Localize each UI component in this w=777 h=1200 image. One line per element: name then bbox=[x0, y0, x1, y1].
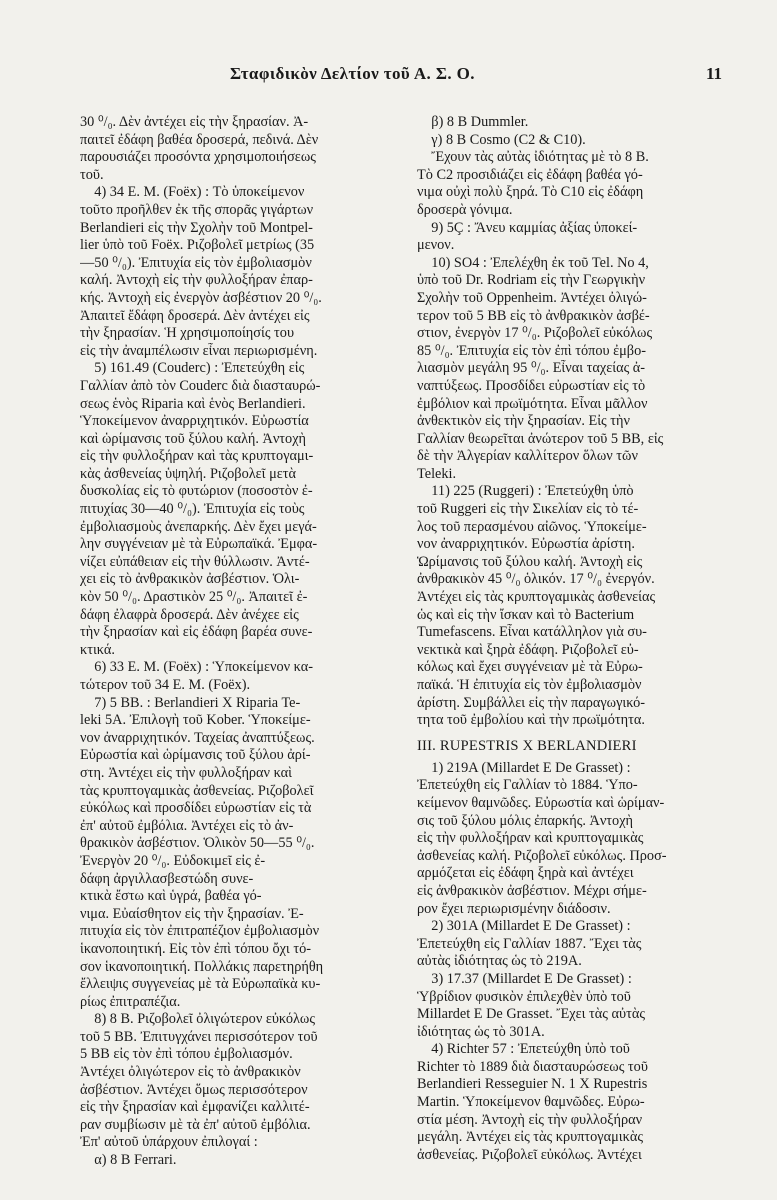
text-line: θρακικὸν ἀσβέστιον. Ὁλικὸν 50—55 ⁰/₀. bbox=[80, 835, 315, 852]
text-line: Ἀντέχει ὀλιγώτερον εἰς τὸ ἀνθρακικὸν bbox=[80, 1064, 301, 1081]
text-line: κὸν 50 ⁰/₀. Δραστικὸν 25 ⁰/₀. Ἀπαιτεῖ ἐ- bbox=[80, 589, 308, 606]
text-line: στία μέση. Ἀντοχὴ εἰς τὴν φυλλοξήραν bbox=[417, 1111, 643, 1128]
text-line: Teleki. bbox=[417, 465, 457, 482]
text-line: τητα τοῦ ἐμβολίου καὶ τὴν πρωϊμότητα. bbox=[417, 712, 645, 729]
text-line: τὰς κρυπτογαμικὰς ἀσθενείας. Ριζοβολεῖ bbox=[80, 782, 314, 799]
text-line: ὑπὸ τοῦ Dr. Rodriam εἰς τὴν Γεωργικὴν bbox=[417, 272, 646, 289]
text-line: ἀρίστη. Συμβάλλει εἰς τὴν παραγωγικό- bbox=[417, 694, 646, 711]
text-line: τώτερον τοῦ 34 E. M. (Foëx). bbox=[80, 677, 251, 693]
text-line: τερον τοῦ 5 BB εἰς τὸ ἀνθρακικὸν ἀσβέ- bbox=[417, 307, 650, 324]
text-line: τὴν ξηρασίαν. Ἡ χρησιμοποίησίς του bbox=[80, 325, 295, 342]
text-line: νον ἀναρριχητικόν. Ταχείας ἀναπτύξεως. bbox=[80, 729, 315, 746]
right-column bbox=[417, 114, 735, 1164]
text-line: τὴν ξηρασίαν καὶ εἰς ἐδάφη βαρέα συνε- bbox=[80, 624, 313, 641]
text-line: σεως ἑνὸς Riparia καὶ ἑνὸς Berlandieri. bbox=[80, 395, 306, 412]
text-line: Richter τὸ 1889 διὰ διασταυρώσεως τοῦ bbox=[417, 1058, 648, 1075]
text-line: εἰς τὴν φυλλοξήραν καὶ τὰς κρυπτογαμι- bbox=[80, 448, 314, 465]
text-line: 7) 5 BB. : Berlandieri X Riparia Te- bbox=[80, 694, 301, 711]
text-line: λος τοῦ περασμένου αἰῶνος. Ὑποκείμε- bbox=[417, 518, 647, 535]
text-line: νιμα. Εὐαίσθητον εἰς τὴν ξηρασίαν. Ἐ- bbox=[80, 905, 304, 922]
text-line: leki 5A. Ἐπιλογὴ τοῦ Kober. Ὑποκείμε- bbox=[80, 712, 311, 729]
text-line: 5) 161.49 (Couderc) : Ἐπετεύχθη εἰς bbox=[80, 360, 305, 377]
text-line: lier ὑπὸ τοῦ Foëx. Ριζοβολεῖ μετρίως (35 bbox=[80, 237, 315, 254]
text-line: τοῦτο προῆλθεν ἐκ τῆς σπορᾶς γιγάρτων bbox=[80, 201, 314, 218]
text-line: εὐκόλως καὶ προσδίδει εὐρωστίαν εἰς τὰ bbox=[80, 800, 312, 817]
left-column bbox=[80, 114, 388, 1170]
text-line: ἀνθεκτικὸν εἰς τὴν ξηρασίαν. Εἰς τὴν bbox=[417, 413, 630, 430]
running-header bbox=[0, 64, 777, 90]
text-line: πιτυχίας 30—40 ⁰/₀). Ἐπιτυχία εἰς τοὺς bbox=[80, 501, 305, 518]
text-line: ἐπ' αὐτοῦ ἐμβόλια. Ἀντέχει εἰς τὸ ἀν- bbox=[80, 817, 294, 834]
text-line: ἰδιότητας ὡς τὸ 301A. bbox=[417, 1023, 545, 1040]
text-line: ἐμβόλιον καὶ πρωϊμότητα. Εἶναι μᾶλλον bbox=[417, 395, 648, 412]
text-line: χει εἰς τὸ ἀνθρακικὸν ἀσβέστιον. Ὁλι- bbox=[80, 571, 300, 588]
text-line: μεγάλη. Ἀντέχει εἰς τὰς κρυπτογαμικὰς bbox=[417, 1129, 643, 1146]
right-column-bottom-text bbox=[417, 760, 735, 1165]
text-line: ἀσβέστιον. Ἀντέχει ὅμως περισσότερον bbox=[80, 1081, 308, 1098]
text-line: Ἐπ' αὐτοῦ ὑπάρχουν ἐπιλογαί : bbox=[80, 1134, 258, 1151]
right-column-top-text bbox=[417, 114, 735, 730]
text-line: Τὸ C2 προσιδιάζει εἰς ἐδάφη βαθέα γό- bbox=[417, 166, 643, 183]
text-line: στιον, ἐνεργὸν 17 ⁰/₀. Ριζοβολεῖ εὐκόλως bbox=[417, 325, 653, 342]
section-heading: III. RUPESTRIS X BERLANDIERI bbox=[417, 737, 637, 754]
text-line: Berlandieri εἰς τὴν Σχολὴν τοῦ Montpel- bbox=[80, 219, 313, 236]
text-line: Σχολὴν τοῦ Oppenheim. Ἀντέχει ὀλιγώ- bbox=[417, 289, 647, 306]
text-line: 6) 33 E. M. (Foëx) : Ὑποκείμενον κα- bbox=[80, 659, 313, 676]
text-line: Tumefascens. Εἶναι κατάλληλον γιὰ συ- bbox=[417, 624, 647, 641]
text-line: κής. Ἀντοχὴ εἰς ἐνεργὸν ἀσβέστιον 20 ⁰/₀. bbox=[80, 289, 322, 306]
text-line: 9) 5Ç : Ἄνευ καμμίας ἀξίας ὑποκεί- bbox=[417, 219, 638, 236]
text-line: 1) 219A (Millardet E De Grasset) : bbox=[417, 759, 631, 776]
text-line: 5 BB εἰς τὸν ἐπὶ τόπου ἐμβολιασμόν. bbox=[80, 1046, 293, 1063]
text-line: δυσκολίας εἰς τὸ φυτώριον (ποσοστὸν ἐ- bbox=[80, 483, 313, 500]
text-line: γ) 8 B Cosmo (C2 & C10). bbox=[417, 131, 586, 148]
text-line: 2) 301A (Millardet E De Grasset) : bbox=[417, 918, 631, 935]
text-line: ἐμβολιασμοὺς ἀνεπαρκής. Δὲν ἔχει μεγά- bbox=[80, 518, 317, 535]
text-line: κόλως καὶ ἔχει συγγένειαν μὲ τὰ Εὐρω- bbox=[417, 659, 643, 676]
text-line: αὐτὰς ἰδιότητας ὡς τὸ 219A. bbox=[417, 953, 582, 970]
text-line: ναπτύξεως. Προσδίδει εὐρωστίαν εἰς τὸ bbox=[417, 377, 646, 394]
text-line: Ἔχουν τὰς αὐτὰς ἰδιότητας μὲ τὸ 8 B. bbox=[417, 149, 649, 166]
text-line: νίζει εὐπάθειαν εἰς τὴν θύλλωσιν. Ἀντέ- bbox=[80, 553, 310, 570]
text-line: Ἐπετεύχθη εἰς Γαλλίαν τὸ 1884. Ὑπο- bbox=[417, 777, 638, 794]
text-line: β) 8 B Dummler. bbox=[417, 114, 529, 130]
text-line: καλή. Ἀντοχὴ εἰς τὴν φυλλοξήραν ἐπαρ- bbox=[80, 272, 313, 289]
text-line: ἀσθενείας. Ριζοβολεῖ εὐκόλως. Ἀντέχει bbox=[417, 1146, 642, 1163]
text-line: ἔλλειψις συγγενείας μὲ τὰ Εὐρωπαϊκὰ κυ- bbox=[80, 976, 321, 993]
text-line: κτικά. bbox=[80, 641, 115, 658]
text-line: λιασμὸν μεγάλη 95 ⁰/₀. Εἶναι ταχείας ἀ- bbox=[417, 360, 646, 377]
page-number: 11 bbox=[706, 64, 723, 83]
text-line: σον ἱκανοποιητική. Πολλάκις παρετηρήθη bbox=[80, 958, 324, 975]
text-line: Martin. Ὑποκείμενον θαμνῶδες. Εὐρω- bbox=[417, 1094, 645, 1111]
text-line: α) 8 B Ferrari. bbox=[80, 1152, 177, 1169]
text-line: λην συγγένειαν μὲ τὰ Εὐρωπαϊκά. Ἐμφα- bbox=[80, 536, 318, 553]
text-line: μενον. bbox=[417, 237, 455, 254]
text-line: καὶ ὡρίμανσις τοῦ ξύλου καλή. Ἀντοχὴ bbox=[80, 430, 307, 447]
text-line: ἀσθενείας καλή. Ριζοβολεῖ εὐκόλως. Προσ- bbox=[417, 847, 667, 864]
text-line: νιμα οὐχὶ πολὺ ξηρά. Τὸ C10 εἰς ἐδάφη bbox=[417, 184, 644, 201]
text-line: κτικὰ ἔστω καὶ ὑγρά, βαθέα γό- bbox=[80, 888, 262, 905]
text-line: ἱκανοποιητική. Εἰς τὸν ἐπὶ τόπου ὄχι τό- bbox=[80, 940, 312, 957]
text-line: Ὑβρίδιον φυσικὸν ἐπιλεχθὲν ὑπὸ τοῦ bbox=[417, 988, 631, 1005]
text-line: Ἀπαιτεῖ ἔδάφη δροσερά. Δὲν ἀντέχει εἰς bbox=[80, 307, 310, 324]
text-line: ρον ἔχει περιωρισμένην διάδοσιν. bbox=[417, 900, 611, 917]
text-line: εἰς ἀνθρακικὸν ἀσβέστιον. Μέχρι σήμε- bbox=[417, 882, 647, 899]
text-line: Ὑποκείμενον ἀναρριχητικόν. Εὐρωστία bbox=[80, 413, 309, 430]
text-line: —50 ⁰/₀). Ἐπιτυχία εἰς τὸν ἐμβολιασμὸν bbox=[80, 254, 312, 271]
text-line: εἰς τὴν ἀναμπέλωσιν εἶναι περιωρισμένη. bbox=[80, 342, 318, 359]
text-line: Millardet E De Grasset. Ἔχει τὰς αὐτὰς bbox=[417, 1006, 645, 1023]
text-line: 85 ⁰/₀. Ἐπιτυχία εἰς τὸν ἐπὶ τόπου ἐμβο- bbox=[417, 342, 646, 359]
text-line: εἰς τὴν φυλλοξήραν καὶ κρυπτογαμικὰς bbox=[417, 830, 644, 847]
text-line: νεκτικὰ καὶ ξηρὰ ἐδάφη. Ριζοβολεῖ εὐ- bbox=[417, 641, 639, 658]
text-line: 4) Richter 57 : Ἐπετεύχθη ὑπὸ τοῦ bbox=[417, 1041, 630, 1058]
text-line: ρίως ἐπιτραπέζια. bbox=[80, 993, 181, 1010]
text-line: Ἐνεργὸν 20 ⁰/₀. Εὐδοκιμεῖ εἰς ἐ- bbox=[80, 852, 266, 869]
text-line: παϊκά. Ἡ ἐπιτυχία εἰς τὸν ἐμβολιασμὸν bbox=[417, 677, 642, 693]
text-line: κείμενον θαμνῶδες. Εὐρωστία καὶ ὡρίμαν- bbox=[417, 794, 665, 811]
text-line: 11) 225 (Ruggeri) : Ἐπετεύχθη ὑπὸ bbox=[417, 483, 634, 500]
text-line: τοῦ. bbox=[80, 166, 104, 183]
text-line: κὰς ἀσθενείας ὑψηλή. Ριζοβολεῖ μετὰ bbox=[80, 465, 296, 482]
text-line: δάφη ἀργιλλασβεστώδη συνε- bbox=[80, 870, 254, 887]
text-line: 8) 8 B. Ριζοβολεῖ ὀλιγώτερον εὐκόλως bbox=[80, 1011, 315, 1028]
text-line: δάφη ἐλαφρὰ δροσερά. Δὲν ἀνέχεε εἰς bbox=[80, 606, 299, 623]
journal-title: Σταφιδικὸν Δελτίον τοῦ Α. Σ. Ο. bbox=[230, 64, 475, 83]
text-line: στη. Ἀντέχει εἰς τὴν φυλλοξήραν καὶ bbox=[80, 764, 293, 781]
text-line: αρμόζεται εἰς ἐδάφη ξηρὰ καὶ ἀντέχει bbox=[417, 865, 634, 882]
text-line: Berlandieri Resseguier N. 1 X Rupestris bbox=[417, 1076, 648, 1093]
text-line: 30 ⁰/₀. Δὲν ἀντέχει εἰς τὴν ξηρασίαν. Ἀ- bbox=[80, 114, 309, 130]
text-line: δὲ τὴν Ἀλγερίαν καλλίτερον ὅλων τῶν bbox=[417, 448, 638, 465]
text-line: Ὡρίμανσις τοῦ ξύλου καλή. Ἀντοχὴ εἰς bbox=[417, 553, 643, 570]
text-line: ραν συμβίωσιν μὲ τὰ ἐπ' αὐτοῦ ἐμβόλια. bbox=[80, 1116, 311, 1133]
text-line: σις τοῦ ξύλου μόλις ἐπαρκής. Ἀντοχὴ bbox=[417, 812, 634, 829]
text-line: Γαλλίαν θεωρεῖται ἀνώτερον τοῦ 5 BB, εἰς bbox=[417, 430, 664, 447]
text-line: Ἀντέχει εἰς τὰς κρυπτογαμικὰς ἀσθενείας bbox=[417, 589, 656, 606]
text-line: νον ἀναρριχητικόν. Εὐρωστία ἀρίστη. bbox=[417, 536, 635, 553]
text-line: πιτυχία εἰς τὸν ἐπιτραπέζιον ἐμβολιασμὸν bbox=[80, 923, 320, 940]
text-line: ὡς καὶ εἰς τὴν ἴσκαν καὶ τὸ Bacterium bbox=[417, 606, 635, 623]
text-line: δροσερὰ γόνιμα. bbox=[417, 201, 513, 218]
text-line: τοῦ 5 BB. Ἐπιτυγχάνει περισσότερον τοῦ bbox=[80, 1028, 318, 1045]
text-line: 10) SO4 : Ἐπελέχθη ἐκ τοῦ Tel. No 4, bbox=[417, 254, 649, 271]
text-line: 4) 34 E. M. (Foëx) : Τὸ ὑποκείμενον bbox=[80, 184, 305, 201]
text-line: 3) 17.37 (Millardet E De Grasset) : bbox=[417, 970, 632, 987]
text-line: παιτεῖ ἐδάφη βαθέα δροσερά, πεδινά. Δὲν bbox=[80, 131, 319, 148]
text-line: ἀνθρακικὸν 45 ⁰/₀ ὁλικόν. 17 ⁰/₀ ἐνεργόν. bbox=[417, 571, 655, 588]
text-line: Εὐρωστία καὶ ὡρίμανσις τοῦ ξύλου ἀρί- bbox=[80, 747, 311, 764]
text-line: Ἐπετεύχθη εἰς Γαλλίαν 1887. Ἔχει τὰς bbox=[417, 935, 642, 952]
text-line: εἰς τὴν ξηρασίαν καὶ ἐμφανίζει καλλιτέ- bbox=[80, 1099, 310, 1116]
text-line: Γαλλίαν ἀπὸ τὸν Couderc διὰ διασταυρώ- bbox=[80, 377, 321, 394]
text-line: παρουσιάζει προσόντα χρησιμοποιήσεως bbox=[80, 149, 316, 166]
text-line: τοῦ Ruggeri εἰς τὴν Σικελίαν εἰς τὸ τέ- bbox=[417, 501, 639, 518]
